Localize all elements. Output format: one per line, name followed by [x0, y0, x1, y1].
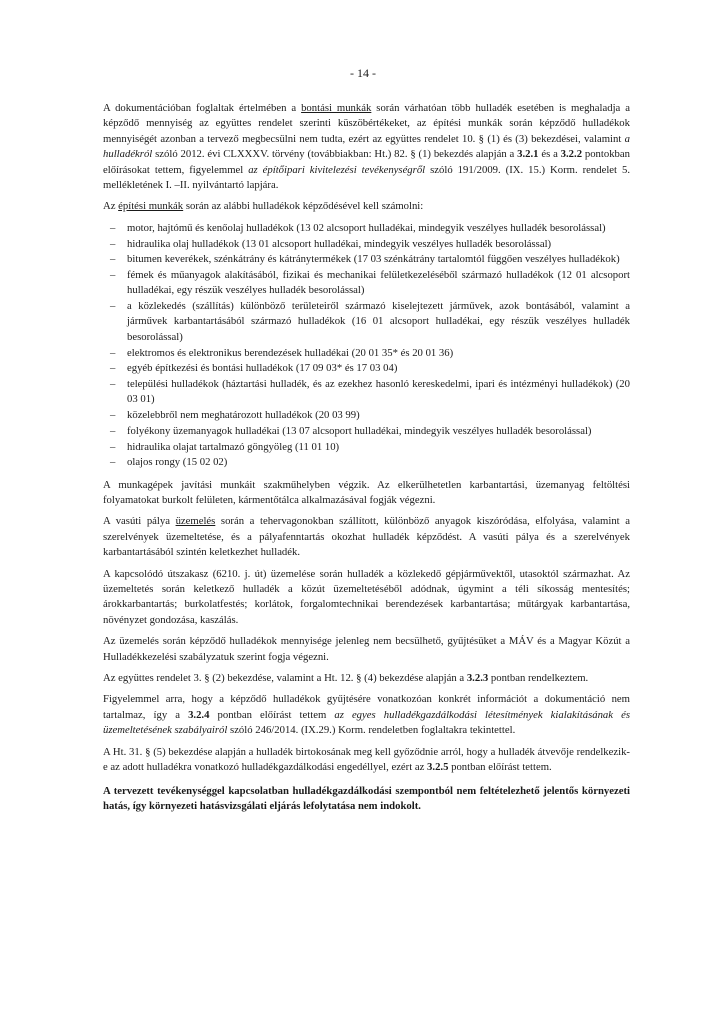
paragraph-holder-3-2-5: A Ht. 31. § (5) bekezdése alapján a hulladék birtokosának meg kell győződnie arról, hogy a hulladék átvevője rendelkezik-e az adott hulladékra vonatkozó hulladékgazdálkodási engedéllyel, ezért az 3.2.5 pontban előírást tettem. [103, 745, 630, 774]
paragraph-construction-intro: Az építési munkák során az alábbi hulladékok képződésével kell számolni: [103, 200, 424, 213]
document-body [103, 101, 630, 820]
page-number: - 14 - [350, 66, 376, 80]
paragraph-road-section: A kapcsolódó útszakasz (6210. j. út) üzemelése során hulladék a közlekedő gépjárművektől, utasoktól származhat. Az üzemeltetés során keletkező hulladék a közút üzemeltetéséből adódnak, úgymint a téli síkosság mentesítés; árokkarbantartás; burkolatfestés; korlátok, forgalomtechnikai berendezések karbantartása; műtárgyak karbantartása, növényzet gondozása, kaszálás. [103, 567, 630, 626]
term-demolition-works: bontási munkák [301, 102, 372, 114]
paragraph-decree-3-2-3: Az együttes rendelet 3. § (2) bekezdése, valamint a Ht. 12. § (4) bekezdése alapján a 3.2.3 pontban rendelkeztem. [103, 672, 589, 685]
list-item: – hidraulika olaj hulladékok (13 01 alcsoport hulladékai, mindegyik veszélyes hulladék besorolással) [103, 237, 630, 252]
section-ref: 3.2.4 [188, 708, 210, 721]
term-construction-works: építési munkák [118, 200, 184, 213]
list-item: – hidraulika olajat tartalmazó göngyöleg (11 01 10) [103, 440, 630, 455]
list-item: – motor, hajtómű és kenőolaj hulladékok (13 02 alcsoport hulladékai, mindegyik veszélyes hulladék besorolással) [103, 221, 630, 236]
decree-title: az építőipari kivitelezési tevékenységről [248, 163, 426, 176]
paragraph-railway-operation: A vasúti pálya üzemelés során a tehervagonokban szállított, különböző anyagok kiszóródása, elfolyása, valamint a szerelvények üzemeltetése, és a pályafenntartás okozhat hulladék képződést. A vasúti pálya és a szerelvények karbantartásából szintén keletkezhet hulladék. [103, 515, 630, 559]
list-item: – a közlekedés (szállítás) különböző területeiről származó kiselejtezett járművek, azok bontásából, valamint a járművek karbantartásából származó hulladékok (16 01 alcsoport hulladékai, egy részük veszélyes hulladék besorolással) [103, 299, 630, 345]
law-title: a hulladékról [103, 132, 630, 161]
list-item: – olajos rongy (15 02 02) [103, 455, 630, 470]
section-ref: 3.2.1 [517, 148, 539, 161]
section-ref: 3.2.3 [466, 672, 489, 685]
list-item: – bitumen keverékek, szénkátrány és kátránytermékek (17 03 szénkátrány tartalomtól függően veszélyes hulladékok) [103, 252, 630, 267]
waste-list [103, 221, 630, 471]
conclusion: A tervezett tevékenységgel kapcsolatban hulladékgazdálkodási szempontból nem feltételezhető jelentős környezeti hatás, így környezeti hatásvizsgálati eljárás lefolytatása nem indokolt. [103, 784, 630, 812]
list-item: – elektromos és elektronikus berendezések hulladékai (20 01 35* és 20 01 36) [103, 346, 630, 361]
section-ref: 3.2.2 [560, 148, 583, 161]
paragraph-machinery-repair: A munkagépek javítási munkáit szakműhelyben végzik. Az elkerülhetetlen karbantartási, üzemanyag feltöltési folyamatokat burkolt felületen, kármentőtálca alkalmazásával fogják végezni. [103, 478, 630, 507]
list-item: – folyékony üzemanyagok hulladékai (13 07 alcsoport hulladékai, mindegyik veszélyes hulladék besorolással) [103, 424, 630, 439]
paragraph-demolition-waste: A dokumentációban foglaltak értelmében a bontási munkák során várhatóan több hulladék esetében is meghaladja a képződő mennyiség az együttes rendelet szerinti küszöbértékeket, az építési munkák során képződő hulladékok mennyiségét azonban a tervező megbecsülni nem tudta, ezért az együttes rendelet 10. § (1) és (3) bekezdései, valamint a hulladékról szóló 2012. évi CLXXXV. törvény (továbbiakban: Ht.) 82. § (1) bekezdés alapján a 3.2.1 és a 3.2.2 pontokban előírásokat tettem, figyelemmel az építőipari kivitelezési tevékenységről szóló 191/2009. (IX. 15.) Korm. rendelet 5. mellékletének I. –II. nyilvántartó lapjára. [103, 102, 630, 192]
list-item: – települési hulladékok (háztartási hulladék, és az ezekhez hasonló kereskedelmi, ipari és intézményi hulladékok) (20 03 01) [103, 377, 630, 408]
paragraph-operation-waste: Az üzemelés során képződő hulladékok mennyisége jelenleg nem becsülhető, gyűjtésüket a MÁV és a Magyar Közút a Hulladékkezelési szabályzatuk szerint fogja végezni. [103, 635, 630, 663]
list-item: – közelebbről nem meghatározott hulladékok (20 03 99) [103, 408, 630, 423]
term-operation: üzemelés [175, 515, 216, 528]
list-item: – fémek és műanyagok alakításából, fizikai és mechanikai felületkezeléséből származó hulladékok (12 01 alcsoport hulladékai, egy részük veszélyes hulladék besorolással) [103, 268, 630, 299]
paragraph-collection-3-2-4: Figyelemmel arra, hogy a képződő hulladékok gyűjtésére vonatkozóan konkrét információt a dokumentáció nem tartalmaz, így a 3.2.4 pontban előírást tettem az egyes hulladékgazdálkodási létesítmények kialakításának és üzemeltetésének szabályairól szóló 246/2014. (IX.29.) Korm. rendeletben foglaltakra tekintettel. [103, 693, 630, 737]
section-ref: 3.2.5 [427, 761, 449, 774]
decree-title: az egyes hulladékgazdálkodási létesítmények kialakításának és üzemeltetésének szabályairól [103, 708, 630, 737]
list-item: – egyéb építkezési és bontási hulladékok (17 09 03* és 17 03 04) [103, 361, 630, 376]
